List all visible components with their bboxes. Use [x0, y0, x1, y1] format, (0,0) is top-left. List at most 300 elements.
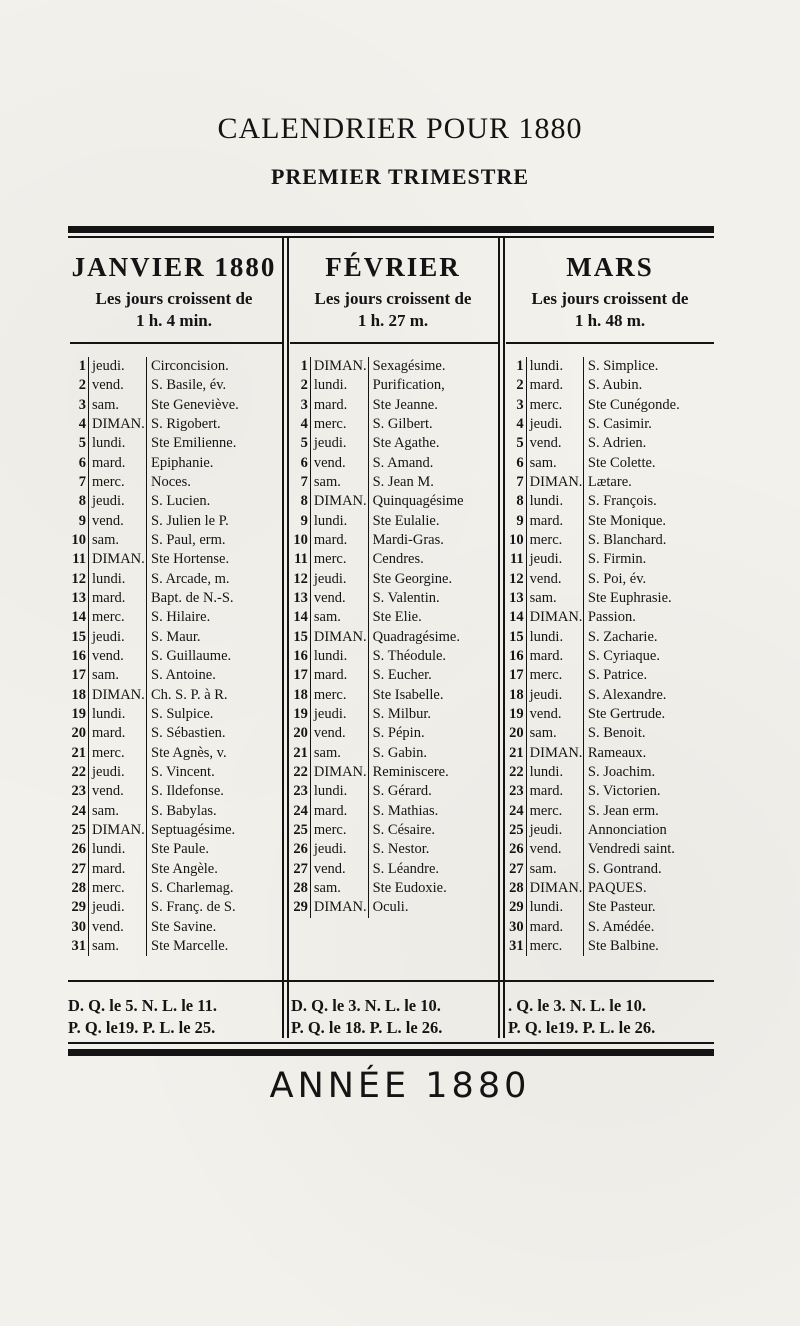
saint-name: S. Simplice.	[583, 357, 714, 376]
saint-name: S. Basile, év.	[146, 376, 275, 395]
day-row	[500, 821, 714, 840]
day-number: 15	[509, 628, 524, 645]
day-row	[284, 879, 496, 898]
day-row	[500, 628, 714, 647]
day-row	[284, 492, 496, 511]
month-note-line1: Les jours croissent de	[95, 289, 253, 308]
day-number: 25	[293, 821, 308, 838]
day-number: 27	[509, 860, 524, 877]
weekday: mard.	[526, 376, 583, 395]
day-number: 16	[71, 647, 86, 664]
day-number: 5	[516, 435, 524, 452]
weekday: merc.	[526, 937, 583, 956]
day-row	[500, 531, 714, 550]
day-row	[62, 473, 280, 492]
day-row	[500, 357, 714, 376]
weekday: DIMAN.	[88, 821, 146, 840]
day-row	[62, 744, 280, 763]
saint-name: S. Gilbert.	[368, 415, 496, 434]
weekday: merc.	[88, 879, 146, 898]
day-number: 3	[78, 396, 86, 413]
month-note-line2: 1 h. 4 min.	[135, 311, 213, 330]
day-number: 31	[509, 937, 524, 954]
day-row	[500, 666, 714, 685]
weekday: vend.	[310, 589, 368, 608]
saint-name: Bapt. de N.-S.	[146, 589, 275, 608]
saint-name: Ste Agnès, v.	[146, 744, 275, 763]
day-row	[62, 898, 280, 917]
day-number: 20	[509, 725, 524, 742]
saint-name: Ch. S. P. à R.	[146, 686, 275, 705]
saint-name: Rameaux.	[583, 744, 714, 763]
day-row	[500, 396, 714, 415]
month-header-january	[68, 252, 280, 332]
day-row	[500, 782, 714, 801]
day-row	[500, 589, 714, 608]
saint-name: S. Pépin.	[368, 724, 496, 743]
day-row	[500, 937, 714, 956]
day-number: 8	[516, 493, 524, 510]
weekday: merc.	[310, 821, 368, 840]
day-number: 11	[509, 551, 524, 568]
day-number: 13	[293, 589, 308, 606]
saint-name: Vendredi saint.	[583, 840, 714, 859]
weekday: merc.	[526, 666, 583, 685]
day-number: 21	[293, 744, 308, 761]
saint-name: Ste Monique.	[583, 512, 714, 531]
bottom-rule-upper	[68, 980, 714, 982]
weekday: DIMAN.	[310, 628, 368, 647]
saint-name: S. Théodule.	[368, 647, 496, 666]
day-row	[284, 744, 496, 763]
day-number: 1	[516, 358, 524, 374]
weekday: lundi.	[526, 357, 583, 376]
day-row	[284, 434, 496, 453]
saint-name: Passion.	[583, 608, 714, 627]
month-note-line2: 1 h. 27 m.	[357, 311, 429, 330]
saint-name: Ste Pasteur.	[583, 898, 714, 917]
day-number: 26	[71, 841, 86, 858]
day-row	[284, 550, 496, 569]
day-number: 28	[509, 879, 524, 896]
weekday: merc.	[88, 744, 146, 763]
saint-name: S. Patrice.	[583, 666, 714, 685]
day-number: 18	[509, 686, 524, 703]
day-row	[500, 454, 714, 473]
weekday: merc.	[526, 531, 583, 550]
saint-name: Mardi-Gras.	[368, 531, 496, 550]
day-number: 12	[71, 570, 86, 587]
saint-name: Ste Angèle.	[146, 860, 275, 879]
day-number: 27	[293, 860, 308, 877]
saint-name: S. Benoit.	[583, 724, 714, 743]
weekday: vend.	[310, 860, 368, 879]
saint-name: S. Paul, erm.	[146, 531, 275, 550]
day-row	[284, 821, 496, 840]
weekday: vend.	[310, 724, 368, 743]
weekday: jeudi.	[88, 763, 146, 782]
moon-phases-march-line1: . Q. le 3. N. L. le 10.	[508, 996, 646, 1015]
day-row	[284, 589, 496, 608]
day-row	[62, 782, 280, 801]
top-rule-thin	[68, 236, 714, 238]
day-number: 24	[509, 802, 524, 819]
saint-name: Septuagésime.	[146, 821, 275, 840]
weekday: sam.	[526, 454, 583, 473]
footer-year-title: ANNÉE 1880	[269, 1066, 531, 1106]
saint-name: Ste Eudoxie.	[368, 879, 496, 898]
saint-name: S. Zacharie.	[583, 628, 714, 647]
saint-name: Ste Georgine.	[368, 570, 496, 589]
weekday: mard.	[88, 724, 146, 743]
saint-name: S. Victorien.	[583, 782, 714, 801]
weekday: sam.	[526, 860, 583, 879]
weekday: jeudi.	[526, 821, 583, 840]
saint-name: Ste Isabelle.	[368, 686, 496, 705]
weekday: DIMAN.	[88, 415, 146, 434]
saint-name: S. Alexandre.	[583, 686, 714, 705]
day-row	[284, 724, 496, 743]
saint-name: Annonciation	[583, 821, 714, 840]
day-number: 22	[509, 763, 524, 780]
day-number: 14	[293, 609, 308, 626]
weekday: mard.	[310, 396, 368, 415]
saint-name: S. Sébastien.	[146, 724, 275, 743]
weekday: jeudi.	[526, 686, 583, 705]
weekday: lundi.	[526, 763, 583, 782]
saint-name: S. Gérard.	[368, 782, 496, 801]
weekday: sam.	[310, 879, 368, 898]
weekday: mard.	[310, 531, 368, 550]
saint-name: S. Césaire.	[368, 821, 496, 840]
weekday: DIMAN.	[88, 686, 146, 705]
day-number: 17	[71, 667, 86, 684]
bottom-rule-thick	[68, 1049, 714, 1056]
saint-name: S. Ildefonse.	[146, 782, 275, 801]
day-row	[62, 937, 280, 956]
day-row	[62, 705, 280, 724]
weekday: vend.	[310, 454, 368, 473]
saint-name: S. Babylas.	[146, 802, 275, 821]
day-row	[62, 628, 280, 647]
month-note-line1: Les jours croissent de	[531, 289, 689, 308]
saint-name: Ste Gertrude.	[583, 705, 714, 724]
weekday: mard.	[526, 647, 583, 666]
weekday: jeudi.	[310, 434, 368, 453]
saint-name: Epiphanie.	[146, 454, 275, 473]
day-row	[62, 357, 280, 376]
weekday: mard.	[526, 918, 583, 937]
weekday: vend.	[526, 840, 583, 859]
weekday: lundi.	[88, 840, 146, 859]
day-row	[62, 570, 280, 589]
days-list-february	[284, 357, 496, 918]
day-number: 22	[71, 763, 86, 780]
weekday: vend.	[88, 918, 146, 937]
month-note-line2: 1 h. 48 m.	[574, 311, 646, 330]
day-number: 21	[71, 744, 86, 761]
day-row	[284, 840, 496, 859]
day-row	[62, 802, 280, 821]
saint-name: S. François.	[583, 492, 714, 511]
day-row	[284, 705, 496, 724]
day-row	[62, 415, 280, 434]
day-number: 15	[71, 628, 86, 645]
day-number: 9	[78, 512, 86, 529]
day-row	[62, 647, 280, 666]
day-row	[500, 879, 714, 898]
day-row	[500, 918, 714, 937]
saint-name: S. Poi, év.	[583, 570, 714, 589]
saint-name: PAQUES.	[583, 879, 714, 898]
day-row	[62, 550, 280, 569]
saint-name: S. Sulpice.	[146, 705, 275, 724]
weekday: lundi.	[310, 376, 368, 395]
day-row	[284, 860, 496, 879]
day-row	[62, 763, 280, 782]
saint-name: S. Arcade, m.	[146, 570, 275, 589]
day-row	[62, 840, 280, 859]
day-row	[62, 860, 280, 879]
saint-name: S. Maur.	[146, 628, 275, 647]
saint-name: S. Julien le P.	[146, 512, 275, 531]
saint-name: S. Milbur.	[368, 705, 496, 724]
day-number: 23	[509, 783, 524, 800]
day-number: 19	[509, 705, 524, 722]
header-rule-february	[290, 342, 498, 344]
saint-name: S. Valentin.	[368, 589, 496, 608]
day-row	[284, 802, 496, 821]
saint-name: Ste Marcelle.	[146, 937, 275, 956]
day-number: 16	[293, 647, 308, 664]
day-number: 19	[293, 705, 308, 722]
weekday: DIMAN.	[526, 744, 583, 763]
weekday: merc.	[310, 415, 368, 434]
day-number: 11	[72, 551, 86, 568]
saint-name: S. Gabin.	[368, 744, 496, 763]
saint-name: S. Joachim.	[583, 763, 714, 782]
saint-name: S. Gontrand.	[583, 860, 714, 879]
day-number: 6	[516, 454, 524, 471]
day-row	[500, 512, 714, 531]
day-row	[284, 782, 496, 801]
saint-name: Ste Eulalie.	[368, 512, 496, 531]
weekday: jeudi.	[310, 570, 368, 589]
day-number: 2	[516, 377, 524, 394]
day-number: 7	[300, 473, 308, 490]
day-row	[500, 744, 714, 763]
saint-name: S. Amand.	[368, 454, 496, 473]
day-row	[500, 724, 714, 743]
header-rule-march	[506, 342, 714, 344]
saint-name: Ste Paule.	[146, 840, 275, 859]
saint-name: S. Aubin.	[583, 376, 714, 395]
day-row	[62, 376, 280, 395]
day-number: 10	[293, 531, 308, 548]
weekday: jeudi.	[526, 550, 583, 569]
weekday: sam.	[88, 531, 146, 550]
saint-name: Reminiscere.	[368, 763, 496, 782]
day-number: 18	[71, 686, 86, 703]
day-number: 18	[293, 686, 308, 703]
weekday: mard.	[310, 666, 368, 685]
saint-name: Ste Cunégonde.	[583, 396, 714, 415]
day-row	[284, 666, 496, 685]
day-number: 12	[293, 570, 308, 587]
saint-name: S. Amédée.	[583, 918, 714, 937]
weekday: DIMAN.	[310, 357, 368, 376]
saint-name: Ste Geneviève.	[146, 396, 275, 415]
day-number: 17	[509, 667, 524, 684]
weekday: jeudi.	[88, 357, 146, 376]
day-row	[62, 589, 280, 608]
day-number: 5	[78, 435, 86, 452]
day-row	[500, 686, 714, 705]
day-number: 28	[293, 879, 308, 896]
weekday: lundi.	[526, 898, 583, 917]
day-number: 2	[300, 377, 308, 394]
saint-name: S. Jean erm.	[583, 802, 714, 821]
day-number: 28	[71, 879, 86, 896]
day-number: 4	[516, 415, 524, 432]
day-row	[500, 570, 714, 589]
day-row	[62, 434, 280, 453]
day-number: 27	[71, 860, 86, 877]
day-number: 31	[71, 937, 86, 954]
day-number: 14	[71, 609, 86, 626]
saint-name: S. Nestor.	[368, 840, 496, 859]
saint-name: S. Léandre.	[368, 860, 496, 879]
saint-name: S. Lucien.	[146, 492, 275, 511]
weekday: merc.	[88, 608, 146, 627]
weekday: DIMAN.	[310, 492, 368, 511]
weekday: vend.	[88, 376, 146, 395]
saint-name: Lætare.	[583, 473, 714, 492]
day-number: 15	[293, 628, 308, 645]
saint-name: S. Blanchard.	[583, 531, 714, 550]
day-number: 7	[78, 473, 86, 490]
month-name: MARS	[566, 252, 654, 282]
day-number: 5	[300, 435, 308, 452]
month-name: JANVIER 1880	[71, 252, 277, 282]
day-row	[284, 473, 496, 492]
weekday: lundi.	[310, 512, 368, 531]
weekday: lundi.	[526, 492, 583, 511]
header-rule-january	[70, 342, 282, 344]
day-row	[284, 608, 496, 627]
day-number: 16	[509, 647, 524, 664]
day-row	[500, 608, 714, 627]
weekday: lundi.	[310, 782, 368, 801]
saint-name: Ste Euphrasie.	[583, 589, 714, 608]
day-row	[284, 686, 496, 705]
saint-name: S. Cyriaque.	[583, 647, 714, 666]
weekday: sam.	[310, 608, 368, 627]
day-row	[500, 840, 714, 859]
day-number: 4	[300, 415, 308, 432]
day-number: 3	[300, 396, 308, 413]
day-number: 10	[71, 531, 86, 548]
saint-name: S. Rigobert.	[146, 415, 275, 434]
day-number: 17	[293, 667, 308, 684]
day-number: 13	[509, 589, 524, 606]
saint-name: Cendres.	[368, 550, 496, 569]
day-row	[62, 454, 280, 473]
saint-name: Ste Agathe.	[368, 434, 496, 453]
saint-name: S. Charlemag.	[146, 879, 275, 898]
page-title: CALENDRIER POUR 1880	[217, 112, 583, 145]
days-list-march	[500, 357, 714, 956]
day-row	[62, 531, 280, 550]
day-number: 9	[516, 512, 524, 529]
weekday: DIMAN.	[310, 898, 368, 917]
day-row	[62, 492, 280, 511]
saint-name: Noces.	[146, 473, 275, 492]
weekday: jeudi.	[310, 705, 368, 724]
day-number: 20	[293, 725, 308, 742]
saint-name: S. Hilaire.	[146, 608, 275, 627]
day-number: 21	[509, 744, 524, 761]
weekday: sam.	[526, 589, 583, 608]
day-number: 30	[71, 918, 86, 935]
day-number: 7	[516, 473, 524, 490]
saint-name: S. Casimir.	[583, 415, 714, 434]
weekday: sam.	[310, 744, 368, 763]
weekday: jeudi.	[88, 492, 146, 511]
saint-name: S. Franç. de S.	[146, 898, 275, 917]
day-row	[284, 628, 496, 647]
day-row	[62, 396, 280, 415]
weekday: mard.	[88, 860, 146, 879]
weekday: sam.	[88, 666, 146, 685]
day-number: 26	[509, 841, 524, 858]
top-rule-thick	[68, 226, 714, 233]
day-number: 25	[71, 821, 86, 838]
weekday: DIMAN.	[526, 608, 583, 627]
day-row	[500, 376, 714, 395]
day-number: 1	[78, 358, 86, 374]
weekday: merc.	[310, 686, 368, 705]
weekday: mard.	[526, 782, 583, 801]
weekday: vend.	[526, 705, 583, 724]
weekday: mard.	[310, 802, 368, 821]
day-row	[500, 763, 714, 782]
month-header-march	[506, 252, 714, 332]
weekday: lundi.	[88, 570, 146, 589]
weekday: sam.	[310, 473, 368, 492]
weekday: DIMAN.	[310, 763, 368, 782]
day-row	[500, 860, 714, 879]
day-number: 19	[71, 705, 86, 722]
day-number: 14	[509, 609, 524, 626]
weekday: merc.	[526, 802, 583, 821]
weekday: merc.	[310, 550, 368, 569]
day-row	[62, 512, 280, 531]
day-number: 4	[78, 415, 86, 432]
day-row	[500, 802, 714, 821]
day-number: 26	[293, 841, 308, 858]
weekday: merc.	[526, 396, 583, 415]
weekday: vend.	[88, 782, 146, 801]
day-number: 8	[78, 493, 86, 510]
weekday: lundi.	[88, 705, 146, 724]
saint-name: Quadragésime.	[368, 628, 496, 647]
weekday: DIMAN.	[526, 879, 583, 898]
day-number: 29	[293, 899, 308, 916]
day-number: 20	[71, 725, 86, 742]
day-row	[500, 647, 714, 666]
weekday: mard.	[88, 589, 146, 608]
